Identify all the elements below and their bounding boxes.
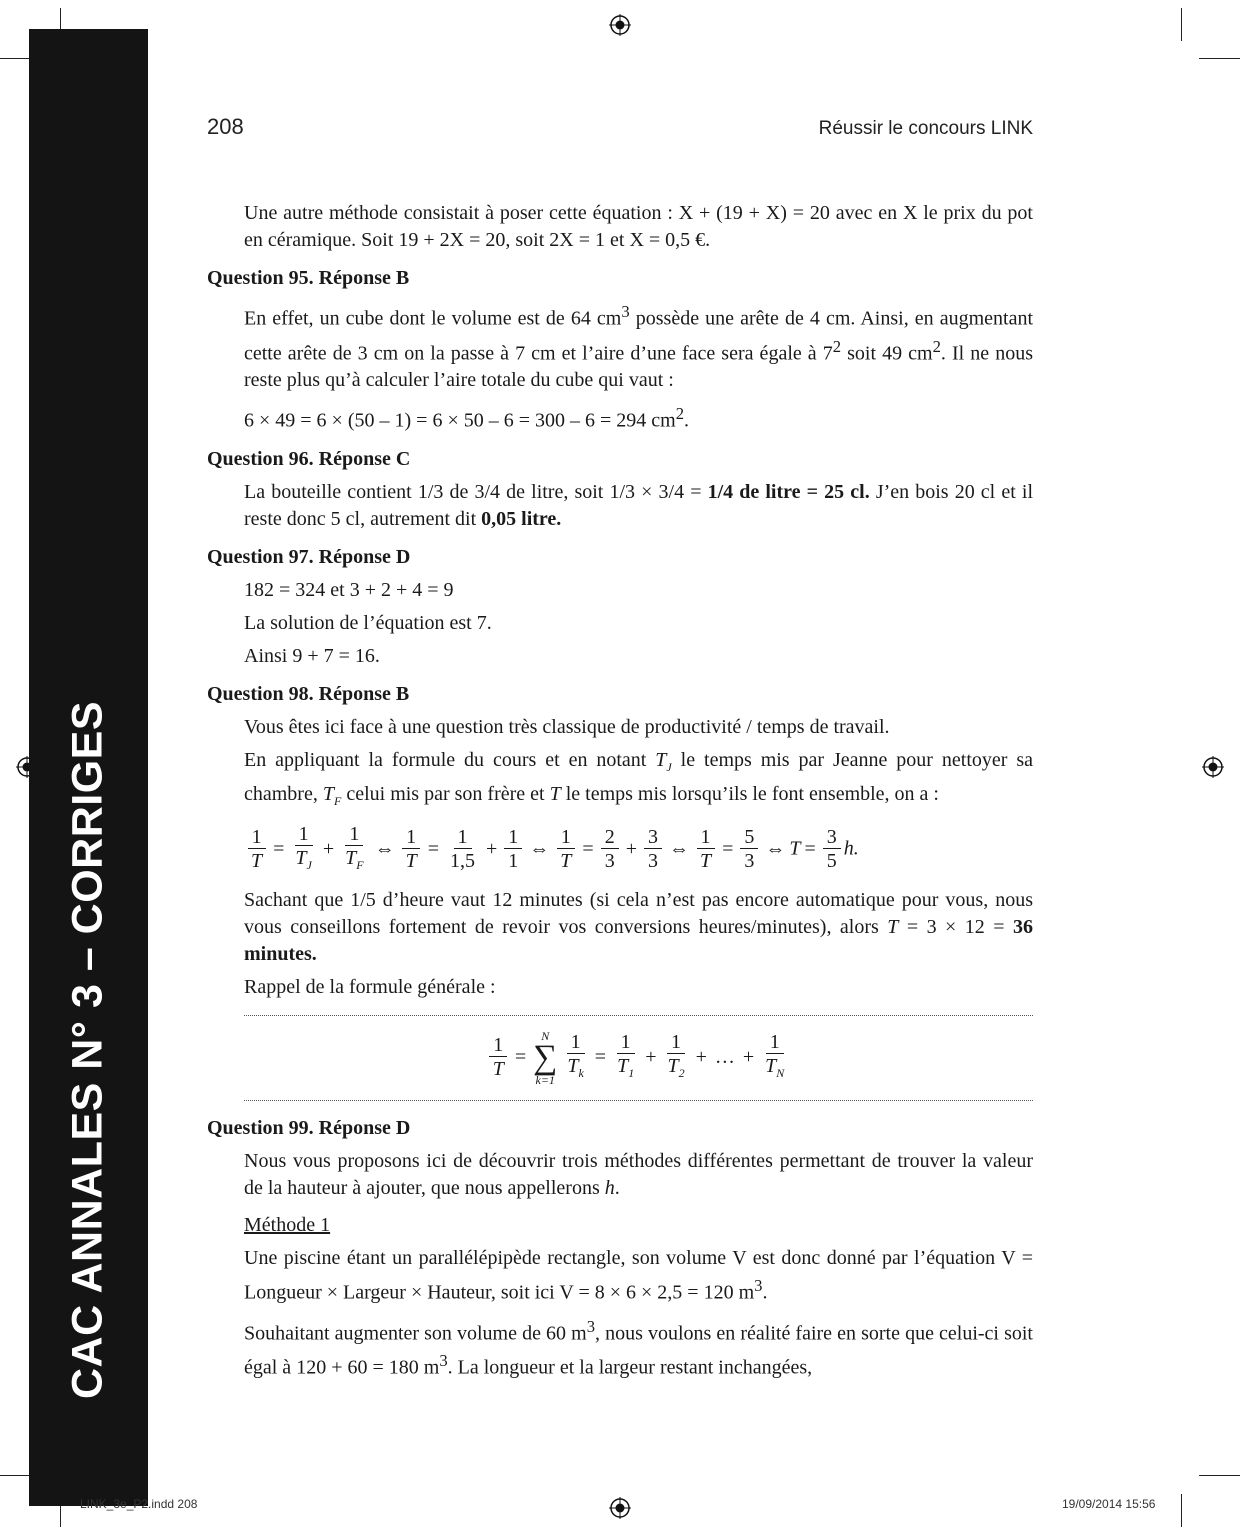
fraction [489, 1034, 508, 1081]
question-96-title: Question 96. Réponse C [207, 447, 411, 470]
registration-mark-icon [1202, 756, 1224, 778]
operator: ⇔ [374, 837, 395, 860]
operator: + [742, 1045, 755, 1068]
operator: = [722, 837, 734, 860]
ellipsis: … [714, 1045, 735, 1068]
q97-line: 182 = 324 et 3 + 2 + 4 = 9 [244, 578, 454, 601]
numerator: 1 [402, 826, 420, 849]
fraction [823, 826, 841, 873]
footer-timestamp: 19/09/2014 15:56 [1062, 1497, 1156, 1511]
bold-text: 36 minutes. [244, 915, 1034, 965]
registration-mark-icon [609, 14, 631, 36]
text: celui mis par son frère et [341, 782, 550, 805]
variable: T [322, 782, 334, 805]
text: Une piscine étant un parallélépipède rectangle, son volume V est donc donné par l’équation V = Longueur × Largeur × Hauteur, soit ici V = 8 × 6 × 2,5 = 120 m [244, 1246, 1033, 1304]
bold-text: 1/4 de litre = 25 cl. [707, 480, 870, 503]
text: J’en bois 20 cl et il reste donc 5 cl, autrement dit [244, 480, 1034, 530]
fraction [696, 826, 715, 873]
subscript: 2 [678, 1065, 685, 1080]
numerator: 1 [697, 826, 715, 849]
denominator: 5 [826, 850, 837, 873]
denominator: T [492, 1058, 504, 1081]
crop-mark [1199, 58, 1240, 59]
variable: T [655, 748, 667, 771]
fraction [761, 1031, 788, 1085]
operator: = [273, 837, 285, 860]
summation [533, 1030, 557, 1086]
question-98-title: Question 98. Réponse B [207, 682, 410, 705]
text: Sachant que 1/5 d’heure vaut 12 minutes (si cela n’est pas encore automatique pour vous, nous vous conseillons fortement de revoir vos conversions heures/minutes), alors [244, 888, 1033, 938]
fraction [663, 1031, 688, 1085]
numerator: 1 [617, 1031, 635, 1054]
subscript: N [776, 1065, 785, 1080]
question-95-title: Question 95. Réponse B [207, 267, 410, 289]
footer-file-name: LINK_3e_P2.indd 208 [80, 1497, 198, 1511]
q99-paragraph [244, 1313, 1033, 1382]
numerator: 1 [295, 823, 313, 846]
numerator: 1 [345, 823, 363, 846]
question-99-title: Question 99. Réponse D [207, 1116, 411, 1139]
operator: + [645, 1045, 657, 1068]
operator: + [625, 837, 637, 860]
text: . [762, 1281, 768, 1304]
operator: = [427, 837, 440, 860]
operator: = [594, 1045, 607, 1068]
text: . Il ne nous reste plus qu’à calculer l’aire totale du cube qui vaut : [244, 342, 1033, 392]
text: Nous vous proposons ici de découvrir trois méthodes différentes permettant de trouver la valeur de la hauteur à ajouter, que nous appellerons [244, 1149, 1033, 1199]
method-1-heading: Méthode 1 [244, 1213, 331, 1236]
numerator: 1 [454, 826, 472, 849]
numerator: 1 [667, 1031, 685, 1054]
denominator [563, 1054, 587, 1085]
fraction [247, 826, 266, 873]
lower-bound: k=1 [535, 1072, 555, 1087]
variable: T [765, 1054, 777, 1077]
text: , nous voulons en réalité faire en sorte que celui-ci soit égal à 120 + 60 = 180 m [244, 1322, 1033, 1379]
numerator: 1 [766, 1031, 784, 1054]
denominator: T [560, 850, 572, 873]
q96-paragraph [244, 479, 1033, 533]
denominator: 3 [744, 850, 755, 873]
denominator [341, 846, 367, 877]
denominator: 1 [508, 850, 519, 873]
q98-paragraph [244, 887, 1033, 968]
variable: T [549, 782, 561, 805]
sigma-symbol: ∑ [533, 1038, 558, 1076]
q99-paragraph [244, 1245, 1033, 1307]
superscript: 2 [675, 404, 685, 424]
variable: T [617, 1054, 629, 1077]
text: . [614, 1176, 620, 1199]
variable: h. [843, 837, 859, 860]
page-body [207, 200, 1033, 1388]
numerator: 3 [644, 826, 662, 849]
text: le temps mis par Jeanne pour nettoyer sa chambre, [244, 748, 1033, 805]
q98-paragraph: Vous êtes ici face à une question très classique de productivité / temps de travail. [244, 715, 890, 738]
denominator [291, 846, 315, 877]
text: le temps mis lorsqu’ils le font ensemble, on a : [560, 782, 939, 805]
denominator: T [405, 850, 417, 873]
operator: = [514, 1045, 527, 1068]
page-number: 208 [207, 114, 244, 139]
q97-line: La solution de l’équation est 7. [244, 611, 492, 634]
operator: + [322, 837, 335, 860]
operator: ⇔ [765, 837, 786, 860]
operator: ⇔ [668, 837, 689, 860]
fraction [740, 826, 758, 873]
denominator [613, 1054, 638, 1085]
variable: T [295, 846, 307, 869]
text: possède une arête de 4 cm. Ainsi, en augmentant cette arête de 3 cm on la passe à 7 cm et l’aire d’une face sera égale à 7 [244, 307, 1033, 365]
q95-calculation [244, 400, 1033, 435]
fraction [563, 1031, 587, 1085]
operator: + [695, 1045, 707, 1068]
subscript: 1 [628, 1065, 635, 1080]
text: = 3 × 12 = [898, 915, 1014, 938]
subscript: k [578, 1065, 584, 1080]
upper-bound: N [541, 1028, 550, 1043]
chapter-sidebar-title: CAC ANNALES N° 3 – CORRIGES [63, 700, 112, 1400]
q98-paragraph: Rappel de la formule générale : [244, 975, 496, 998]
variable: T [789, 837, 801, 860]
superscript: 2 [932, 336, 941, 356]
variable: h [604, 1176, 615, 1199]
denominator: T [251, 850, 263, 873]
intro-paragraph: Une autre méthode consistait à poser cette équation : X + (19 + X) = 20 avec en X le prix du pot en céramique. Soit 19 + 2X = 20, soit 2X = 1 et X = 0,5 €. [244, 202, 1033, 251]
text: . [684, 409, 690, 432]
fraction [613, 1031, 638, 1085]
operator: = [582, 837, 594, 860]
registration-mark-icon [609, 1497, 631, 1519]
general-formula-box [244, 1015, 1033, 1101]
bold-text: 0,05 litre. [481, 507, 562, 530]
fraction [291, 823, 315, 877]
fraction [556, 826, 575, 873]
text: Souhaitant augmenter son volume de 60 m [244, 1322, 587, 1345]
denominator [761, 1054, 788, 1085]
numerator: 1 [557, 826, 575, 849]
superscript: 3 [754, 1275, 763, 1295]
operator: ⇔ [529, 837, 550, 860]
numerator: 3 [823, 826, 841, 849]
text: soit 49 cm [841, 342, 933, 365]
denominator: 1,5 [450, 850, 476, 873]
denominator: T [699, 850, 712, 873]
text: . La longueur et la largeur restant inchangées, [447, 1356, 813, 1379]
numerator: 1 [489, 1034, 507, 1057]
q95-paragraph [244, 298, 1033, 394]
fraction [341, 823, 367, 877]
variable: T [887, 915, 899, 938]
text: En appliquant la formule du cours et en notant [244, 748, 656, 771]
subscript: F [333, 793, 342, 808]
superscript: 3 [439, 1351, 448, 1371]
q98-paragraph [244, 747, 1033, 815]
running-title: Réussir le concours LINK [818, 118, 1033, 139]
q99-paragraph [244, 1148, 1033, 1202]
variable: T [567, 1054, 579, 1077]
numerator: 1 [567, 1031, 585, 1054]
operator: = [804, 837, 816, 860]
subscript: F [356, 857, 364, 872]
fraction [601, 826, 619, 873]
superscript: 2 [832, 336, 842, 356]
numerator: 5 [740, 826, 758, 849]
variable: T [345, 846, 357, 869]
crop-mark [1199, 1475, 1240, 1476]
text: 6 × 49 = 6 × (50 – 1) = 6 × 50 – 6 = 300 – 6 = 294 cm [244, 409, 676, 432]
denominator: 3 [647, 850, 658, 873]
numerator: 1 [504, 826, 522, 849]
q98-equation [244, 823, 1033, 877]
question-97-title: Question 97. Réponse D [207, 545, 411, 568]
fraction [446, 826, 479, 873]
text: En effet, un cube dont le volume est de 64 cm [244, 307, 622, 330]
denominator: 3 [604, 850, 615, 873]
fraction [644, 826, 662, 873]
crop-mark [1181, 1494, 1182, 1527]
subscript: J [306, 857, 312, 872]
fraction [504, 826, 522, 873]
numerator: 2 [601, 826, 619, 849]
denominator [663, 1054, 688, 1085]
superscript: 3 [586, 1316, 596, 1336]
superscript: 3 [621, 302, 630, 321]
fraction [402, 826, 421, 873]
variable: T [667, 1054, 679, 1077]
subscript: J [666, 759, 672, 774]
text: La bouteille contient 1/3 de 3/4 de litre, soit 1/3 × 3/4 = [244, 480, 708, 503]
crop-mark [1181, 8, 1182, 41]
operator: + [486, 837, 498, 860]
q97-line: Ainsi 9 + 7 = 16. [244, 644, 380, 667]
numerator: 1 [248, 826, 266, 849]
